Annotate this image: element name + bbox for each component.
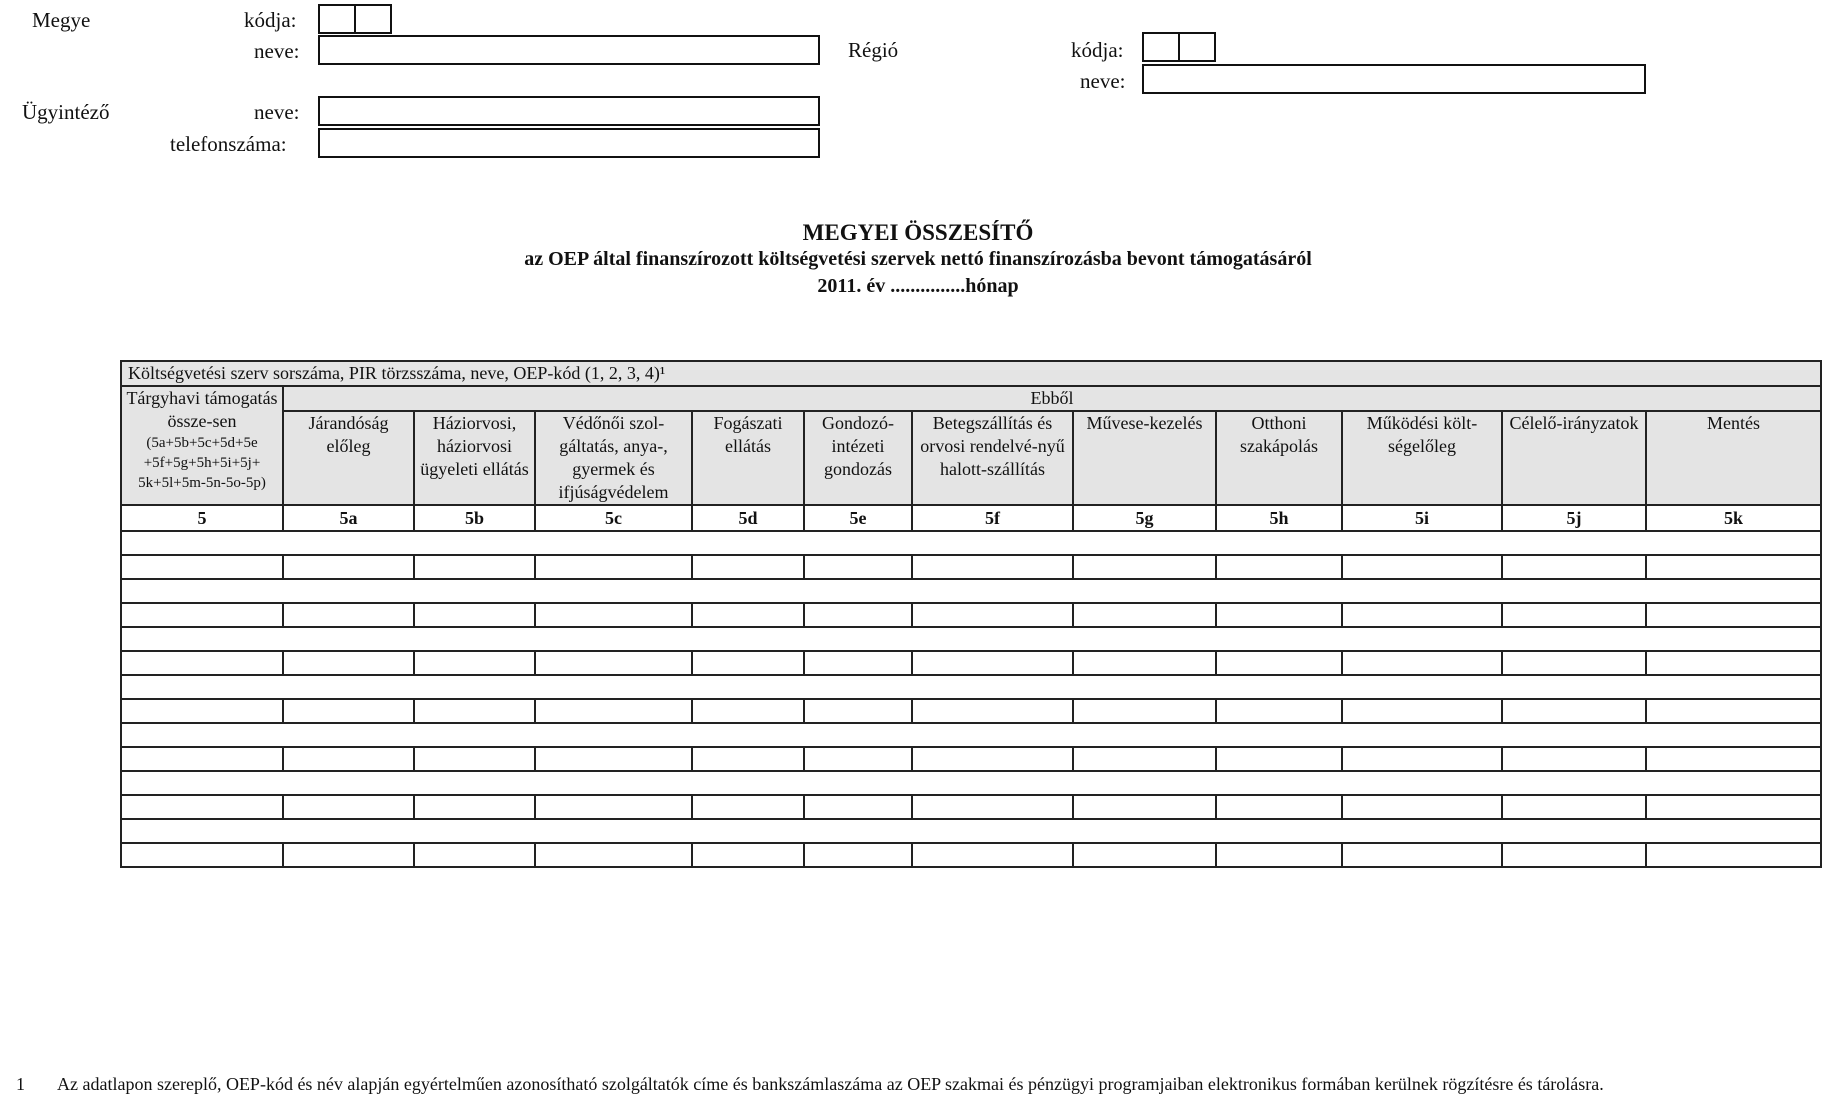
col-code: 5d [692,505,804,531]
col-header-mentes: Mentés [1646,411,1821,505]
value-cell[interactable] [1216,651,1342,675]
value-cell[interactable] [804,747,912,771]
value-cell[interactable] [804,603,912,627]
value-cell[interactable] [1216,555,1342,579]
value-cell[interactable] [804,843,912,867]
regio-neve-label: neve: [1080,69,1126,93]
value-cell[interactable] [121,795,283,819]
col-code: 5j [1502,505,1646,531]
value-cell[interactable] [535,843,692,867]
value-row [121,555,1821,579]
value-cell[interactable] [283,555,414,579]
value-cell[interactable] [1502,747,1646,771]
value-cell[interactable] [535,555,692,579]
value-cell[interactable] [692,747,804,771]
col-header-celelo: Célelő-irányzatok [1502,411,1646,505]
value-cell[interactable] [1502,555,1646,579]
page-subtitle: az OEP által finanszírozott költségvetési szervek nettó finanszírozásba bevont támogatásáról [524,248,1312,270]
value-cell[interactable] [1646,843,1821,867]
megye-kodja-label: kódja: [244,8,297,32]
period-line: 2011. év ...............hónap [817,275,1019,297]
col-code: 5f [912,505,1073,531]
value-row [121,699,1821,723]
footnote-text: Az adatlapon szereplő, OEP-kód és név alapján egyértelműen azonosítható szolgáltatók címe és bankszámlaszáma az OEP szakmai és pénzügyi programjaiban elektronikus formában kerülnek rögzítésre és tárolásra. [57,1074,1604,1094]
col-header-gondozo: Gondozó-intézeti gondozás [804,411,912,505]
targyhavi-formula: (5a+5b+5c+5d+5e +5f+5g+5h+5i+5j+ 5k+5l+5m-5n-5o-5p) [138,435,266,491]
value-cell[interactable] [692,795,804,819]
value-cell[interactable] [283,843,414,867]
page-title: MEGYEI ÖSSZESÍTŐ [802,220,1034,245]
value-cell[interactable] [1073,603,1216,627]
value-cell[interactable] [1216,747,1342,771]
value-cell[interactable] [283,747,414,771]
value-row [121,747,1821,771]
value-cell[interactable] [414,795,535,819]
value-cell[interactable] [535,651,692,675]
col-header-fogaszati: Fogászati ellátás [692,411,804,505]
value-cell[interactable] [414,747,535,771]
value-cell[interactable] [804,795,912,819]
value-cell[interactable] [692,555,804,579]
megye-neve-label: neve: [254,39,300,63]
targyhavi-label: Tárgyhavi támogatás össze-sen [126,388,278,431]
col-code: 5b [414,505,535,531]
col-header-betegszallitas: Betegszállítás és orvosi rendelvé-nyű halott-szállítás [912,411,1073,505]
value-cell[interactable] [692,843,804,867]
value-cell[interactable] [1342,555,1502,579]
value-cell[interactable] [1216,603,1342,627]
regio-label: Régió [848,38,899,62]
value-cell[interactable] [1216,699,1342,723]
value-cell[interactable] [535,699,692,723]
value-cell[interactable] [1502,699,1646,723]
value-cell[interactable] [1646,651,1821,675]
telefonszama-field[interactable] [318,128,820,158]
col-code: 5 [121,505,283,531]
megye-kod-field[interactable] [318,4,392,34]
value-cell[interactable] [692,603,804,627]
ebbol-header: Ebből [283,386,1821,411]
entity-row [121,675,1821,699]
regio-neve-field[interactable] [1142,64,1646,94]
targyhavi-header [121,386,283,505]
value-cell[interactable] [414,843,535,867]
entity-cell[interactable] [121,675,1821,699]
value-cell[interactable] [283,795,414,819]
footnote [16,1074,1604,1095]
col-header-muvese: Művese-kezelés [1073,411,1216,505]
value-cell[interactable] [1646,555,1821,579]
value-cell[interactable] [414,603,535,627]
value-cell[interactable] [535,795,692,819]
value-cell[interactable] [1502,795,1646,819]
value-row [121,843,1821,867]
value-cell[interactable] [535,747,692,771]
col-header-vedonoi: Védőnői szol-gáltatás, anya-, gyermek és ifjúságvédelem [535,411,692,505]
regio-kodja-label: kódja: [1071,38,1124,62]
entity-row [121,771,1821,795]
col-code: 5a [283,505,414,531]
ugyintezo-label: Ügyintéző [22,100,110,124]
entity-cell[interactable] [121,771,1821,795]
value-row [121,603,1821,627]
value-cell[interactable] [692,651,804,675]
value-cell[interactable] [121,747,283,771]
value-cell[interactable] [121,555,283,579]
value-cell[interactable] [121,651,283,675]
value-cell[interactable] [1342,747,1502,771]
entity-row [121,579,1821,603]
value-cell[interactable] [912,699,1073,723]
value-cell[interactable] [121,843,283,867]
value-cell[interactable] [912,747,1073,771]
megye-label: Megye [32,8,91,32]
value-cell[interactable] [283,699,414,723]
regio-kod-field[interactable] [1142,32,1216,62]
summary-table [120,360,1822,868]
value-cell[interactable] [1502,651,1646,675]
value-cell[interactable] [1073,843,1216,867]
value-cell[interactable] [1646,795,1821,819]
value-cell[interactable] [1646,699,1821,723]
value-cell[interactable] [912,843,1073,867]
value-cell[interactable] [535,603,692,627]
value-cell[interactable] [912,651,1073,675]
value-cell[interactable] [1342,843,1502,867]
entity-row [121,627,1821,651]
entity-row [121,819,1821,843]
value-cell[interactable] [121,603,283,627]
value-cell[interactable] [1073,795,1216,819]
telefonszama-label: telefonszáma: [170,132,287,156]
value-cell[interactable] [1342,603,1502,627]
value-cell[interactable] [283,603,414,627]
entity-row [121,531,1821,555]
entity-cell[interactable] [121,627,1821,651]
value-cell[interactable] [1502,603,1646,627]
value-cell[interactable] [1342,795,1502,819]
col-code: 5h [1216,505,1342,531]
value-cell[interactable] [1502,843,1646,867]
value-cell[interactable] [1216,795,1342,819]
value-cell[interactable] [121,699,283,723]
col-code: 5g [1073,505,1216,531]
footnote-number: 1 [16,1074,25,1094]
ugyintezo-neve-field[interactable] [318,96,820,126]
value-cell[interactable] [1342,651,1502,675]
entity-row [121,723,1821,747]
value-cell[interactable] [804,699,912,723]
col-code: 5e [804,505,912,531]
value-cell[interactable] [1073,555,1216,579]
value-cell[interactable] [1073,699,1216,723]
ugyintezo-neve-label: neve: [254,100,300,124]
value-cell[interactable] [414,651,535,675]
col-header-jarandosag: Járandóság előleg [283,411,414,505]
value-cell[interactable] [1342,699,1502,723]
megye-neve-field[interactable] [318,35,820,65]
value-cell[interactable] [414,555,535,579]
value-cell[interactable] [414,699,535,723]
entity-cell[interactable] [121,531,1821,555]
value-cell[interactable] [1216,843,1342,867]
col-header-otthoni: Otthoni szakápolás [1216,411,1342,505]
value-cell[interactable] [804,651,912,675]
value-cell[interactable] [912,555,1073,579]
value-cell[interactable] [912,795,1073,819]
entity-cell[interactable] [121,579,1821,603]
value-cell[interactable] [692,699,804,723]
value-cell[interactable] [1646,603,1821,627]
col-header-haziorvosi: Háziorvosi, háziorvosi ügyeleti ellátás [414,411,535,505]
value-row [121,651,1821,675]
value-cell[interactable] [912,603,1073,627]
value-cell[interactable] [283,651,414,675]
value-cell[interactable] [1646,747,1821,771]
col-code: 5i [1342,505,1502,531]
value-cell[interactable] [804,555,912,579]
value-row [121,795,1821,819]
col-header-mukodesi: Működési költ-ségelőleg [1342,411,1502,505]
value-cell[interactable] [1073,651,1216,675]
entity-cell[interactable] [121,819,1821,843]
table-top-header: Költségvetési szerv sorszáma, PIR törzsszáma, neve, OEP-kód (1, 2, 3, 4)¹ [121,361,1821,386]
value-cell[interactable] [1073,747,1216,771]
col-code: 5c [535,505,692,531]
col-code: 5k [1646,505,1821,531]
entity-cell[interactable] [121,723,1821,747]
